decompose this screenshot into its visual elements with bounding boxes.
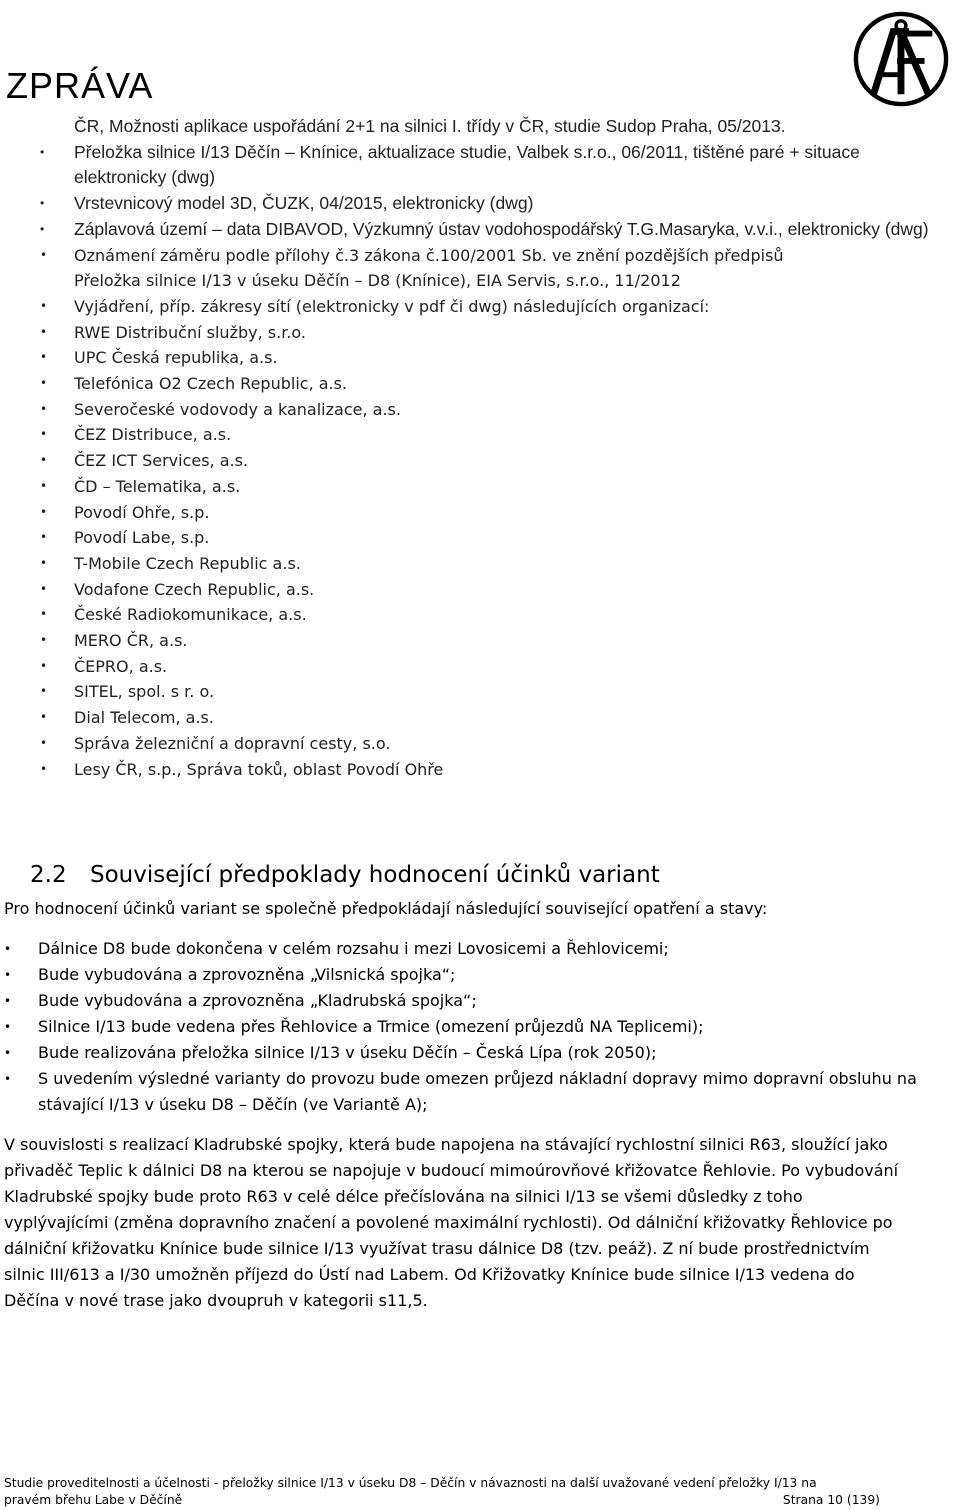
source-item: [40, 345, 930, 371]
section-title: Související předpoklady hodnocení účinků variant: [90, 862, 660, 888]
bullet-icon: •: [40, 247, 48, 262]
source-item: [40, 243, 930, 269]
source-item: [40, 731, 930, 757]
source-item-text: Vodafone Czech Republic, a.s.: [74, 579, 315, 599]
assumption-item: [4, 988, 924, 1014]
source-item: [40, 320, 930, 346]
source-item: [40, 628, 930, 654]
assumption-item: [4, 962, 924, 988]
source-item-text: ČD – Telematika, a.s.: [74, 476, 241, 496]
company-monogram-logo: [852, 10, 950, 108]
assumption-item: [4, 1014, 924, 1040]
source-item-text: ČEZ ICT Services, a.s.: [74, 451, 249, 471]
source-item: [40, 422, 930, 448]
assumption-item: [4, 1066, 924, 1118]
assumption-item: [4, 936, 924, 962]
source-item: [40, 654, 930, 680]
source-item: [40, 577, 930, 603]
bullet-icon: •: [40, 607, 48, 622]
bullet-icon: •: [40, 376, 48, 391]
source-item-text: České Radiokomunikace, a.s.: [74, 605, 307, 625]
source-item-text: ČEZ Distribuce, a.s.: [74, 425, 232, 445]
bullet-icon: •: [40, 761, 48, 776]
source-item-text: ČR, Možnosti aplikace uspořádání 2+1 na silnici I. třídy v ČR, studie Sudop Praha, 05/2013.: [74, 116, 786, 136]
bullet-icon: •: [40, 658, 48, 673]
source-item: [40, 474, 930, 500]
source-item-text: Přeložka silnice I/13 v úseku Děčín – D8 (Knínice), EIA Servis, s.r.o., 11/2012: [74, 271, 681, 291]
assumption-text: Bude vybudována a zprovozněna „Kladrubská spojka“;: [38, 991, 477, 1010]
bullet-icon: •: [4, 968, 12, 982]
source-item: [40, 371, 930, 397]
section-intro: Pro hodnocení účinků variant se společně předpokládají následující související opatření a stavy:: [4, 899, 768, 918]
bullet-icon: •: [40, 401, 48, 416]
source-item: [40, 114, 930, 140]
sources-list: [40, 114, 930, 782]
source-item-text: Telefónica O2 Czech Republic, a.s.: [74, 374, 348, 394]
bullet-icon: •: [40, 453, 48, 468]
assumption-text: Bude realizována přeložka silnice I/13 v úseku Děčín – Česká Lípa (rok 2050);: [38, 1043, 657, 1062]
source-item-text: Přeložka silnice I/13 Děčín – Knínice, aktualizace studie, Valbek s.r.o., 06/2011, tištěné paré + situace elektronicky (dwg): [74, 141, 860, 188]
bullet-icon: •: [40, 221, 45, 236]
bullet-icon: •: [40, 530, 48, 545]
footer-line-2: pravém břehu Labe v Děčíně: [4, 1492, 183, 1507]
source-item-text: Správa železniční a dopravní cesty, s.o.: [74, 733, 391, 753]
source-item: [40, 191, 930, 217]
page-footer: [4, 1475, 880, 1508]
source-item: [40, 602, 930, 628]
source-item-text: Povodí Ohře, s.p.: [74, 502, 210, 522]
source-item-text: Lesy ČR, s.p., Správa toků, oblast Povodí Ohře: [74, 759, 444, 779]
assumption-item: [4, 1040, 924, 1066]
page-number: Strana 10 (139): [782, 1492, 880, 1507]
bullet-icon: •: [40, 298, 48, 313]
source-item: [40, 525, 930, 551]
assumptions-list: [4, 936, 924, 1118]
source-item: [40, 294, 930, 320]
source-item: [40, 397, 930, 423]
bullet-icon: •: [40, 478, 48, 493]
assumption-text: Dálnice D8 bude dokončena v celém rozsahu i mezi Lovosicemi a Řehlovicemi;: [38, 939, 669, 958]
source-item-text: ČEPRO, a.s.: [74, 656, 168, 676]
section-number: 2.2: [30, 862, 67, 888]
source-item: [40, 268, 930, 294]
bullet-icon: •: [40, 427, 48, 442]
bullet-icon: •: [40, 684, 48, 699]
assumption-text: S uvedením výsledné varianty do provozu bude omezen průjezd nákladní dopravy mimo dopravní obsluhu na stávající I/13 v úseku D8 – Děčín (ve Variantě A);: [38, 1069, 917, 1114]
source-item: [40, 448, 930, 474]
bullet-icon: •: [40, 324, 48, 339]
source-item-text: Dial Telecom, a.s.: [74, 708, 214, 728]
section-paragraph: V souvislosti s realizací Kladrubské spojky, která bude napojena na stávající rychlostní silnici R63, sloužící jako přivaděč Teplic k dálnici D8 na kterou se napojuje v budoucí mimoúrovňové křižovatce Řehlovie. Po vybudování Kladrubské spojky bude proto R63 v celé délce přečíslována na silnici I/13 se všemi důsledky z toho vyplývajícími (změna dopravního značení a povolené maximální rychlosti). Od dálniční křižovatky Řehlovice po dálniční křižovatku Knínice bude silnice I/13 využívat trasu dálnice D8 (tzv. peáž). Z ní bude prostřednictvím silnic III/613 a I/30 umožněn příjezd do Ústí nad Labem. Od Křižovatky Knínice bude silnice I/13 vedena do Děčína v nové trase jako dvoupruh v kategorii s11,5.: [4, 1135, 899, 1310]
source-item-text: MERO ČR, a.s.: [74, 631, 188, 651]
bullet-icon: •: [40, 735, 48, 750]
footer-line-1: Studie proveditelnosti a účelnosti - přeložky silnice I/13 v úseku D8 – Děčín v návaznosti na další uvažované vedení přeložky I/13 na: [4, 1476, 817, 1490]
source-item-text: Povodí Labe, s.p.: [74, 528, 210, 548]
bullet-icon: •: [40, 633, 48, 648]
source-item-text: Záplavová území – data DIBAVOD, Výzkumný ústav vodohospodářský T.G.Masaryka, v.v.i., elektronicky (dwg): [74, 218, 929, 239]
assumption-text: Silnice I/13 bude vedena přes Řehlovice a Trmice (omezení průjezdů NA Teplicemi);: [38, 1017, 704, 1036]
bullet-icon: •: [40, 504, 48, 519]
source-item: [40, 705, 930, 731]
bullet-icon: •: [4, 994, 12, 1008]
source-item-text: Vyjádření, příp. zákresy sítí (elektronicky v pdf či dwg) následujících organizací:: [74, 296, 710, 316]
source-item-text: Oznámení záměru podle přílohy č.3 zákona č.100/2001 Sb. ve znění pozdějších předpisů: [74, 245, 784, 265]
bullet-icon: •: [40, 350, 48, 365]
bullet-icon: •: [40, 555, 48, 570]
source-item: [40, 217, 930, 243]
assumption-text: Bude vybudována a zprovozněna „Vilsnická spojka“;: [38, 965, 456, 984]
source-item: [40, 679, 930, 705]
source-item-text: Severočeské vodovody a kanalizace, a.s.: [74, 399, 401, 419]
bullet-icon: •: [40, 144, 45, 159]
source-item-text: Vrstevnicový model 3D, ČUZK, 04/2015, elektronicky (dwg): [74, 193, 534, 214]
bullet-icon: •: [4, 1072, 12, 1086]
source-item: [40, 551, 930, 577]
source-item: [40, 500, 930, 526]
document-title: ZPRÁVA: [6, 65, 154, 106]
source-item: [40, 757, 930, 783]
bullet-icon: •: [4, 942, 12, 956]
source-item-text: RWE Distribuční služby, s.r.o.: [74, 322, 306, 342]
bullet-icon: •: [4, 1046, 12, 1060]
bullet-icon: •: [40, 710, 48, 725]
source-item-text: UPC Česká republika, a.s.: [74, 348, 278, 368]
source-item-text: SITEL, spol. s r. o.: [74, 682, 215, 702]
bullet-icon: •: [4, 1020, 12, 1034]
bullet-icon: •: [40, 196, 45, 211]
source-item: [40, 140, 930, 191]
section-heading: [30, 858, 660, 892]
bullet-icon: •: [40, 581, 48, 596]
source-item-text: T-Mobile Czech Republic a.s.: [74, 553, 301, 573]
